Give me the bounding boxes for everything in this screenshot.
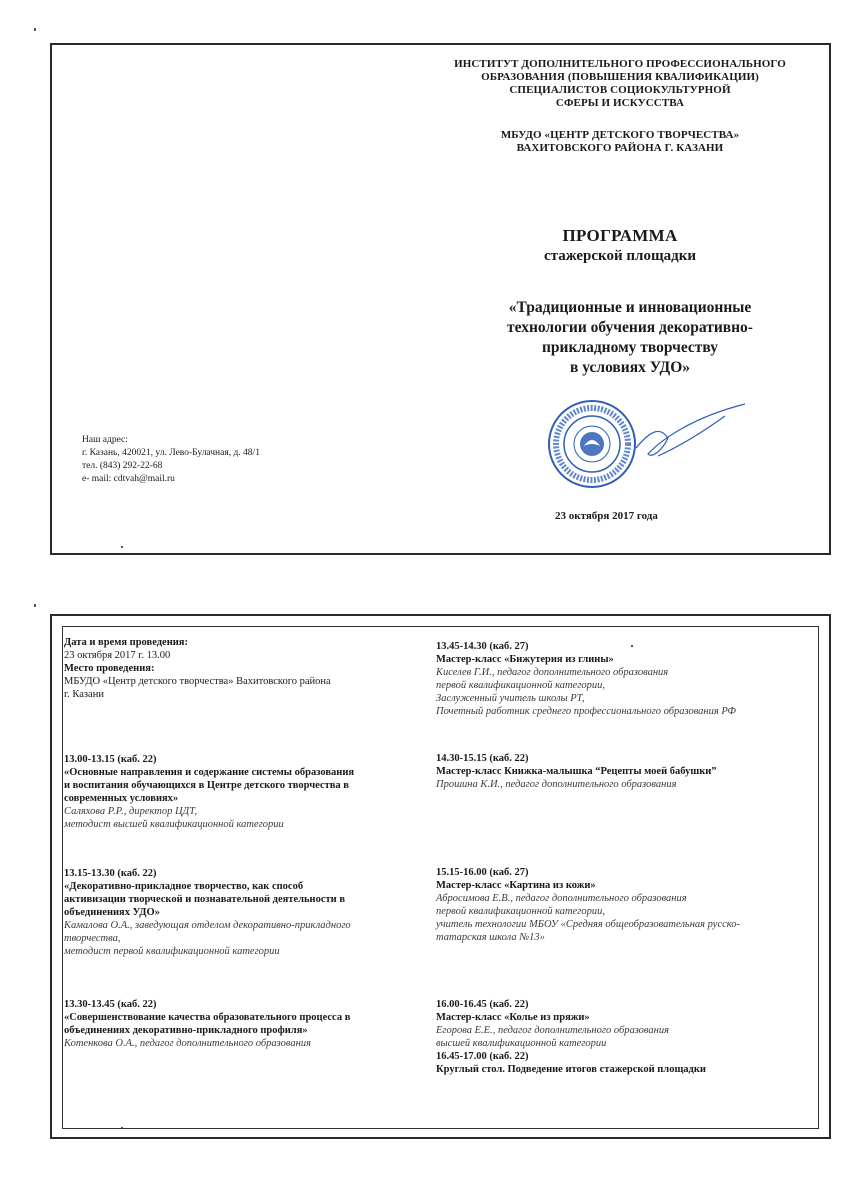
schedule-line: «Основные направления и содержание системы образования	[64, 767, 355, 778]
schedule-block	[64, 867, 351, 958]
event-title-line: «Традиционные и инновационные	[508, 299, 752, 316]
address-line: г. Казань, 420021, ул. Лево-Булачная, д. 48/1	[82, 448, 260, 458]
institute-line: ОБРАЗОВАНИЯ (ПОВЫШЕНИЯ КВАЛИФИКАЦИИ)	[481, 71, 759, 83]
schedule-line: Мастер-класс Книжка-малышка “Рецепты моей бабушки”	[436, 766, 717, 777]
schedule-line: Саляхова Р.Р., директор ЦДТ,	[64, 806, 198, 817]
schedule-line: Мастер-класс «Бижутерия из глины»	[436, 654, 614, 665]
program-title: ПРОГРАММА	[562, 226, 678, 245]
schedule-line: 15.15-16.00 (каб. 27)	[436, 867, 529, 878]
address-line: тел. (843) 292-22-68	[82, 461, 163, 471]
schedule-line: 13.30-13.45 (каб. 22)	[64, 999, 157, 1010]
schedule-line: объединениях декоративно-прикладного профиля»	[64, 1025, 308, 1036]
schedule-line: Егорова Е.Е., педагог дополнительного образования	[436, 1025, 670, 1036]
schedule-line: объединениях УДО»	[64, 907, 160, 918]
schedule-block	[64, 998, 350, 1050]
schedule-line: г. Казани	[64, 689, 104, 700]
schedule-line: учитель технологии МБОУ «Средняя общеобразовательная русско-	[436, 919, 741, 930]
scan-speck	[34, 28, 36, 31]
schedule-line: активизации творческой и познавательной деятельности в	[64, 894, 346, 905]
schedule-line: 23 октября 2017 г. 13.00	[64, 650, 171, 661]
schedule-block	[436, 752, 717, 791]
scan-speck	[34, 604, 36, 607]
institute-line: СПЕЦИАЛИСТОВ СОЦИОКУЛЬТУРНОЙ	[509, 84, 731, 96]
schedule-line: МБУДО «Центр детского творчества» Вахитовского района	[64, 676, 331, 687]
schedule-line: первой квалификационной категории,	[436, 680, 605, 691]
official-stamp	[540, 396, 750, 496]
schedule-block	[436, 640, 736, 718]
contact-address	[82, 434, 260, 486]
schedule-line: 16.45-17.00 (каб. 22)	[436, 1051, 529, 1062]
schedule-line: татарская школа №13»	[436, 932, 545, 943]
schedule-line: методист высшей квалификационной категории	[64, 819, 284, 830]
schedule-line: 13.45-14.30 (каб. 27)	[436, 641, 529, 652]
schedule-line: творчества,	[64, 933, 121, 944]
schedule-line: Дата и время проведения:	[64, 637, 188, 648]
event-title-line: прикладному творчеству	[541, 339, 719, 356]
schedule-line: высшей квалификационной категории	[436, 1038, 607, 1049]
schedule-line: первой квалификационной категории,	[436, 906, 605, 917]
schedule-line: современных условиях»	[64, 793, 179, 804]
schedule-line: «Декоративно-прикладное творчество, как способ	[64, 881, 304, 892]
schedule-line: 14.30-15.15 (каб. 22)	[436, 753, 529, 764]
institute-header	[430, 58, 810, 110]
schedule-line: Котенкова О.А., педагог дополнительного образования	[64, 1038, 311, 1049]
schedule-line: Мастер-класс «Колье из пряжи»	[436, 1012, 590, 1023]
event-title	[455, 298, 805, 378]
schedule-line: и воспитания обучающихся в Центре детского творчества в	[64, 780, 349, 791]
schedule-line: «Совершенствование качества образовательного процесса в	[64, 1012, 351, 1023]
address-line: Наш адрес:	[82, 435, 128, 445]
institute-line: СФЕРЫ И ИСКУССТВА	[555, 97, 685, 109]
signature-mark	[636, 404, 745, 456]
schedule-line: Мастер-класс «Картина из кожи»	[436, 880, 596, 891]
schedule-line: 13.15-13.30 (каб. 22)	[64, 868, 157, 879]
event-title-line: технологии обучения декоративно-	[507, 319, 753, 336]
schedule-block	[436, 866, 740, 944]
schedule-line: Круглый стол. Подведение итогов стажерской площадки	[436, 1064, 706, 1075]
schedule-line: Заслуженный учитель школы РТ,	[436, 693, 585, 704]
schedule-line: Киселев Г.И., педагог дополнительного образования	[436, 667, 669, 678]
schedule-block	[64, 636, 331, 701]
schedule-block	[64, 753, 354, 831]
schedule-line: 13.00-13.15 (каб. 22)	[64, 754, 157, 765]
schedule-line: методист первой квалификационной категории	[64, 946, 280, 957]
event-title-line: в условиях УДО»	[569, 359, 691, 376]
schedule-line: 16.00-16.45 (каб. 22)	[436, 999, 529, 1010]
schedule-line: Прошина К.И., педагог дополнительного образования	[436, 779, 677, 790]
schedule-block	[436, 998, 706, 1076]
schedule-line: Абросимова Е.В., педагог дополнительного образования	[436, 893, 687, 904]
institute-line: ИНСТИТУТ ДОПОЛНИТЕЛЬНОГО ПРОФЕССИОНАЛЬНОГО	[454, 58, 786, 70]
program-subtitle: стажерской площадки	[544, 248, 696, 264]
center-line: МБУДО «ЦЕНТР ДЕТСКОГО ТВОРЧЕСТВА»	[500, 129, 740, 141]
center-line: ВАХИТОВСКОГО РАЙОНА Г. КАЗАНИ	[516, 142, 724, 154]
schedule-line: Камалова О.А., заведующая отделом декоративно-прикладного	[64, 920, 351, 931]
center-header	[430, 129, 810, 155]
address-line: е- mail: cdtvah@mail.ru	[82, 474, 175, 484]
schedule-line: Место проведения:	[64, 663, 155, 674]
schedule-line: Почетный работник среднего профессионального образования РФ	[436, 706, 736, 717]
program-date: 23 октября 2017 года	[555, 510, 658, 522]
